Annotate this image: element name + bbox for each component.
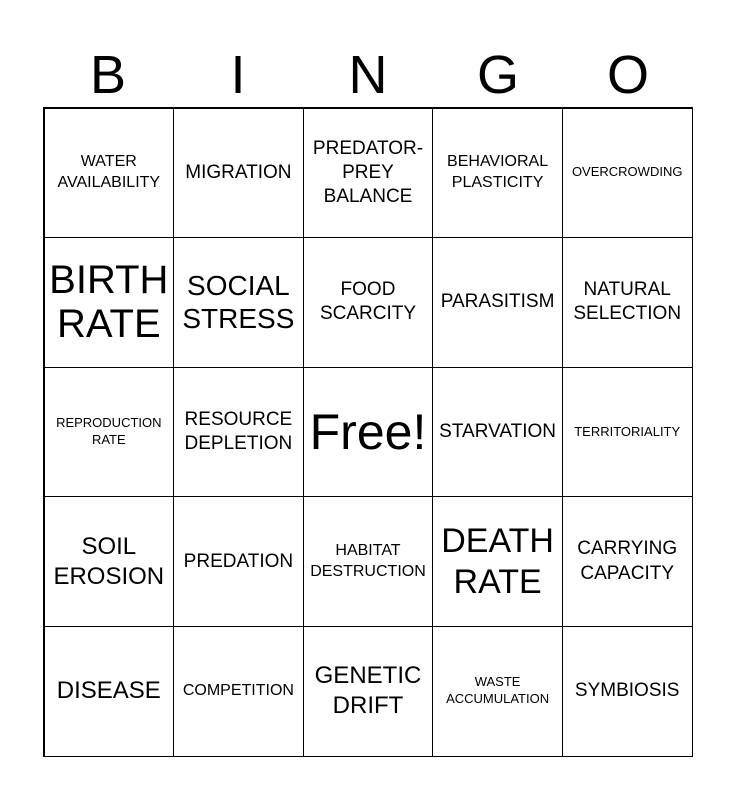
cell-label: PARASITISM — [440, 291, 555, 313]
cell-label: BIRTH RATE — [49, 257, 169, 347]
cell-label: FOOD SCARCITY — [319, 279, 417, 325]
cell-label: STARVATION — [439, 420, 557, 442]
cell-label: SOIL EROSION — [53, 532, 165, 590]
bingo-cell[interactable] — [44, 237, 175, 368]
bingo-cell[interactable] — [562, 626, 693, 757]
cell-label: PREDATION — [183, 550, 294, 572]
bingo-cell[interactable] — [303, 108, 434, 239]
bingo-cell[interactable] — [44, 626, 175, 757]
bingo-cell[interactable] — [173, 237, 304, 368]
cell-label: GENETIC DRIFT — [314, 662, 422, 720]
free-space-label: Free! — [309, 403, 427, 460]
bingo-board — [43, 107, 693, 757]
bingo-cell[interactable] — [44, 496, 175, 627]
bingo-cell[interactable] — [173, 367, 304, 498]
cell-label: NATURAL SELECTION — [573, 279, 682, 325]
bingo-cell[interactable] — [173, 108, 304, 239]
cell-label: HABITAT DESTRUCTION — [310, 541, 426, 580]
bingo-cell[interactable] — [432, 626, 563, 757]
cell-label: SYMBIOSIS — [574, 680, 680, 702]
header-letter-i: I — [230, 45, 246, 105]
cell-label: PREDATOR-PREY BALANCE — [312, 137, 424, 207]
header-letter-o: O — [606, 45, 649, 105]
bingo-cell[interactable] — [303, 626, 434, 757]
bingo-cell[interactable] — [562, 237, 693, 368]
bingo-cell[interactable] — [303, 237, 434, 368]
cell-label: BEHAVIORAL PLASTICITY — [447, 153, 549, 191]
bingo-cell[interactable] — [432, 367, 563, 498]
bingo-cell[interactable] — [432, 108, 563, 239]
cell-label: COMPETITION — [182, 681, 294, 699]
cell-label: DISEASE — [56, 677, 161, 705]
cell-label: TERRITORIALITY — [574, 423, 681, 439]
cell-label: WATER AVAILABILITY — [57, 153, 161, 191]
bingo-header — [43, 42, 693, 108]
cell-label: MIGRATION — [185, 161, 292, 183]
header-letter-g: G — [476, 45, 519, 105]
bingo-cell[interactable] — [562, 496, 693, 627]
cell-label: OVERCROWDING — [571, 164, 683, 180]
bingo-cell[interactable] — [432, 237, 563, 368]
bingo-cell[interactable] — [44, 367, 175, 498]
free-space-cell[interactable] — [303, 367, 434, 498]
bingo-cell[interactable] — [432, 496, 563, 627]
cell-label: CARRYING CAPACITY — [577, 538, 678, 584]
header-letter-b: B — [89, 45, 127, 105]
cell-label: DEATH RATE — [441, 521, 554, 601]
header-letter-n: N — [348, 45, 388, 105]
bingo-cell[interactable] — [562, 367, 693, 498]
bingo-cell[interactable] — [44, 108, 175, 239]
cell-label: WASTE ACCUMULATION — [446, 674, 550, 707]
cell-label: SOCIAL STRESS — [182, 269, 295, 335]
cell-label: REPRODUCTION RATE — [56, 415, 162, 447]
cell-label: RESOURCE DEPLETION — [184, 408, 293, 454]
bingo-cell[interactable] — [173, 626, 304, 757]
bingo-cell[interactable] — [173, 496, 304, 627]
bingo-cell[interactable] — [303, 496, 434, 627]
bingo-cell[interactable] — [562, 108, 693, 239]
